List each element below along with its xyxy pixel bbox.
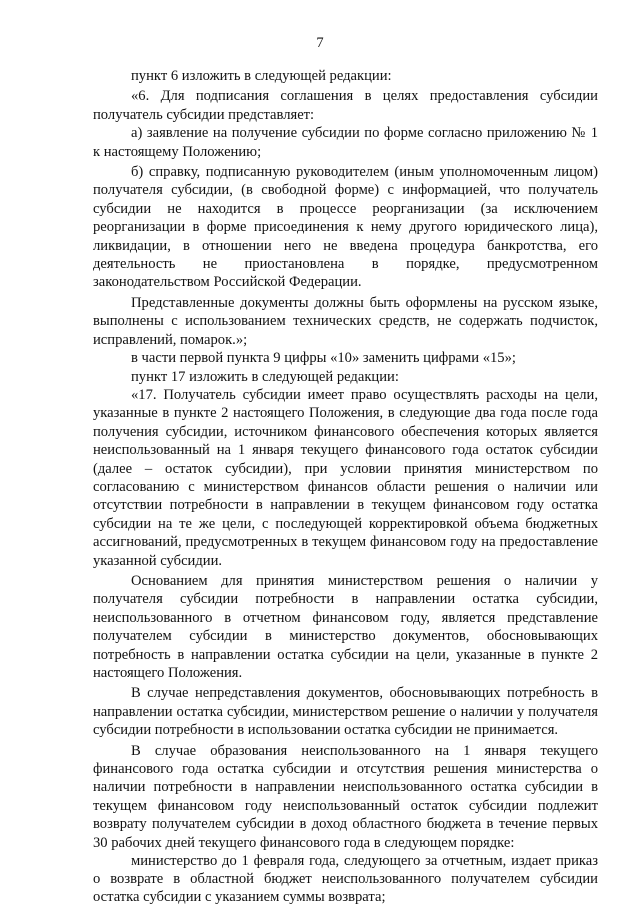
paragraph: пункт 6 изложить в следующей редакции:	[131, 68, 392, 84]
paragraph: «6. Для подписания соглашения в целях предоставления субсидии получатель субсидии представляет:	[93, 88, 598, 123]
paragraph: Представленные документы должны быть оформлены на русском языке, выполнены с использованием технических средств, не содержать подчисток, исправлений, помарок.»;	[93, 294, 598, 348]
paragraph: министерство до 1 февраля года, следующего за отчетным, издает приказ о возврате в областной бюджет неиспользованного получателем субсидии остатка субсидии с указанием суммы возврата;	[93, 853, 598, 906]
paragraph: а) заявление на получение субсидии по форме согласно приложению № 1 к настоящему Положению;	[93, 125, 598, 160]
paragraph: б) справку, подписанную руководителем (иным уполномоченным лицом) получателя субсидии, (в свободной форме) с информацией, что получатель субсидии не находится в процессе реорганизации (за исключением реорганизации в форме присоединения к нему другого юридического лица), ликвидации, в отношении него не введена процедура банкротства, его деятельность не приостановлена в порядке, предусмотренном законодательством Российской Федерации.	[93, 164, 598, 291]
paragraph: В случае образования неиспользованного на 1 января текущего финансового года остатка субсидии и отсутствия решения министерства о наличии потребности в направлении неиспользованного остатка субсидии в текущем финансовом году неиспользованный остаток субсидии подлежит возврату получателем субсидии в доход областного бюджета в течение первых 30 рабочих дней текущего финансового года в следующем порядке:	[93, 742, 598, 851]
paragraph: Основанием для принятия министерством решения о наличии у получателя субсидии потребности в направлении остатка субсидии, неиспользованного в отчетном финансовом году, является представление получателем субсидии в министерство документов, обосновывающих потребность в направлении остатка субсидии на цели, указанные в пункте 2 настоящего Положения.	[93, 572, 598, 681]
document-body	[93, 67, 598, 907]
paragraph: пункт 17 изложить в следующей редакции:	[131, 368, 399, 385]
paragraph: в части первой пункта 9 цифры «10» заменить цифрами «15»;	[131, 350, 516, 367]
page-number: 7	[316, 35, 324, 51]
paragraph: В случае непредставления документов, обосновывающих потребность в направлении остатка субсидии, министерством решение о наличии у получателя субсидии потребности в использовании остатка субсидии не принимается.	[93, 685, 598, 739]
paragraph: «17. Получатель субсидии имеет право осуществлять расходы на цели, указанные в пункте 2 настоящего Положения, в следующие два года после года получения субсидии, источником финансового обеспечения которых является неиспользованный на 1 января текущего финансового года остаток субсидии (далее – остаток субсидии), при условии принятия министерством по согласованию с министерством финансов области решения о наличии или отсутствии потребности в направлении в текущем финансовом году остатка субсидии на те же цели, с последующей корректировкой объема бюджетных ассигнований, предусмотренных в текущем финансовом году на предоставление указанной субсидии.	[93, 386, 598, 569]
